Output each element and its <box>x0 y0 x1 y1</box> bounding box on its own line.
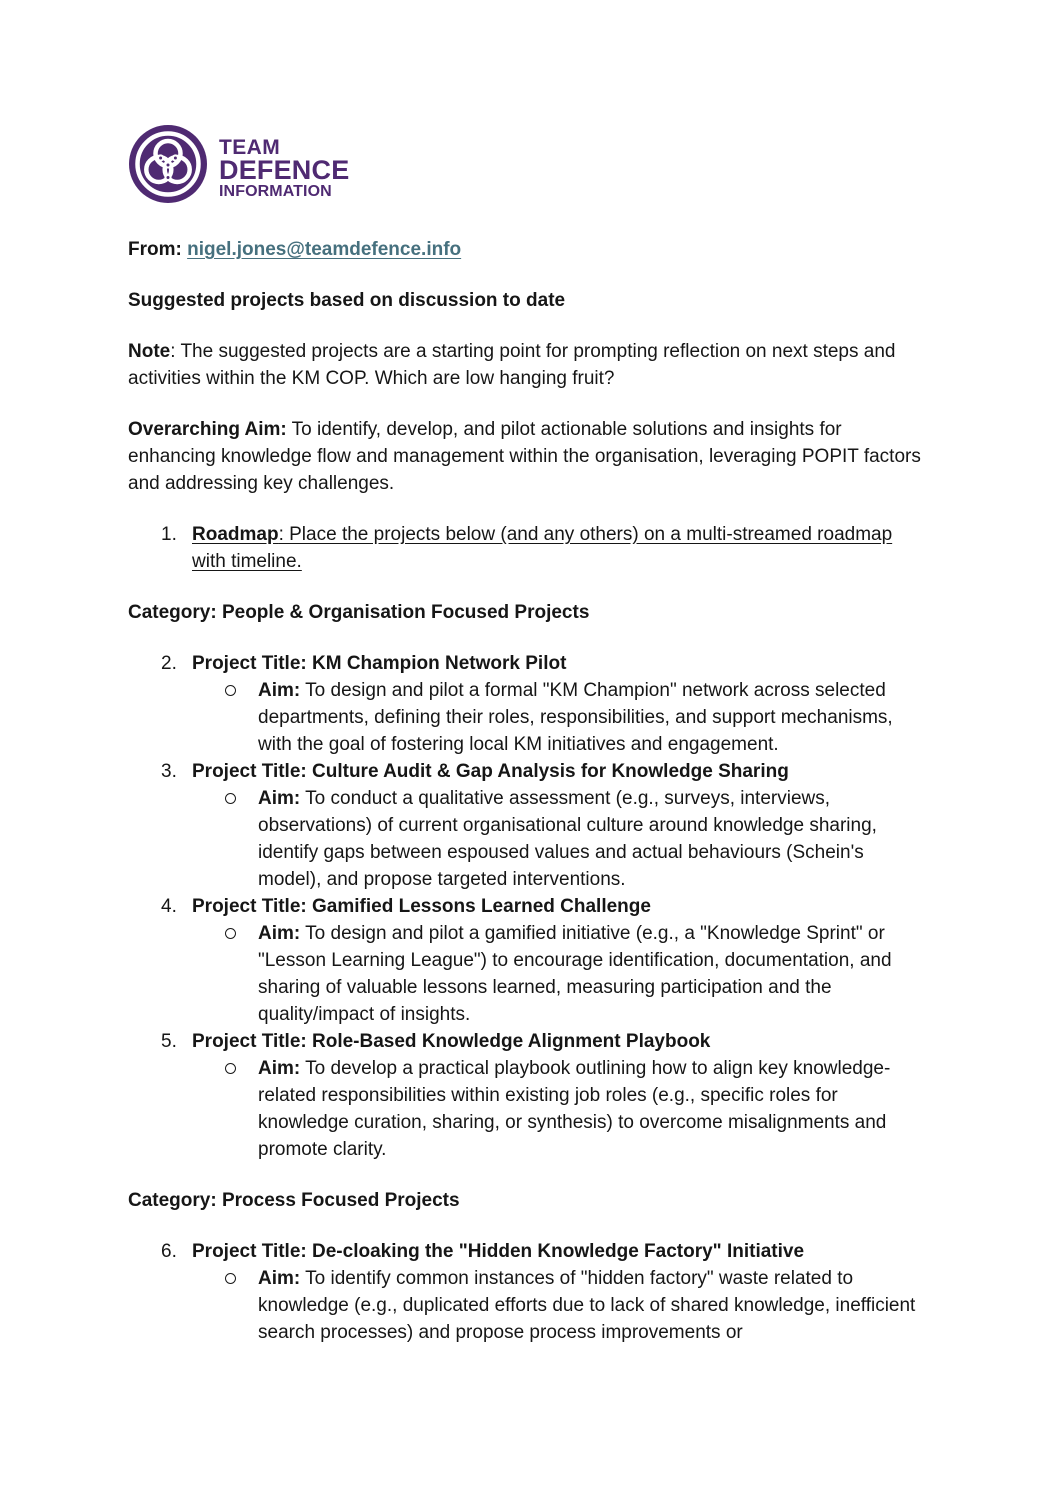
aim-bullet <box>192 785 930 893</box>
aim-text: To design and pilot a gamified initiative (e.g., a "Knowledge Sprint" or "Lesson Learning League") to encourage identification, documentation, and sharing of valuable lessons learned, measuring participation and the quality/impact of insights. <box>258 923 892 1025</box>
project-body <box>192 893 930 1028</box>
roadmap-list-item <box>128 521 930 575</box>
aim-text: To develop a practical playbook outlining how to align key knowledge-related responsibilities within existing job roles (e.g., specific roles for knowledge curation, sharing, or synthesis) to overcome misalignments and promote clarity. <box>258 1058 891 1160</box>
from-label: From: <box>128 239 182 260</box>
project-item-3 <box>128 758 930 893</box>
overarching-aim-paragraph <box>128 416 930 497</box>
logo-wordmark-line3: INFORMATION <box>219 183 332 200</box>
project-item-4 <box>128 893 930 1028</box>
project-title: Project Title: Culture Audit & Gap Analysis for Knowledge Sharing <box>192 761 789 782</box>
aim-text: To design and pilot a formal "KM Champion" network across selected departments, defining their roles, responsibilities, and support mechanisms, with the goal of fostering local KM initiatives and engagement. <box>258 680 893 755</box>
aim-bullet <box>192 1265 930 1346</box>
project-item-5 <box>128 1028 930 1163</box>
note-label: Note <box>128 341 171 362</box>
aim-body <box>258 677 930 758</box>
project-title: Project Title: De-cloaking the "Hidden Knowledge Factory" Initiative <box>192 1241 805 1262</box>
aim-bullet <box>192 677 930 758</box>
logo-wordmark-line1: TEAM <box>219 136 281 159</box>
circle-bullet-icon <box>225 785 258 893</box>
project-title: Project Title: Gamified Lessons Learned Challenge <box>192 896 651 917</box>
project-body <box>192 1238 930 1346</box>
circle-bullet-icon <box>225 1055 258 1163</box>
roadmap-list <box>128 521 930 575</box>
email-link[interactable]: nigel.jones@teamdefence.info <box>187 239 462 260</box>
from-line <box>128 236 930 263</box>
people-projects-list <box>128 650 930 1163</box>
list-number: 1. <box>161 524 177 545</box>
aim-label: Aim: <box>258 680 301 701</box>
note-paragraph <box>128 338 930 392</box>
aim-bullet <box>192 1055 930 1163</box>
project-title: Project Title: KM Champion Network Pilot <box>192 653 567 674</box>
overarching-aim-label: Overarching Aim: <box>128 419 287 440</box>
roadmap-body <box>192 521 930 575</box>
list-number: 4. <box>161 896 177 917</box>
list-number: 3. <box>161 761 177 782</box>
note-text: : The suggested projects are a starting point for prompting reflection on next steps and activities within the KM COP. Which are low hanging fruit? <box>128 341 896 389</box>
project-body <box>192 1028 930 1163</box>
circle-bullet-icon <box>225 1265 258 1346</box>
list-number: 6. <box>161 1241 177 1262</box>
category-heading-process: Category: Process Focused Projects <box>128 1190 460 1211</box>
project-item-2 <box>128 650 930 758</box>
document-body <box>128 124 930 1370</box>
circle-bullet-icon <box>225 920 258 1028</box>
logo-wordmark <box>219 124 349 200</box>
circle-bullet-icon <box>225 677 258 758</box>
process-projects-list <box>128 1238 930 1346</box>
aim-body <box>258 1055 930 1163</box>
aim-bullet <box>192 920 930 1028</box>
list-number: 5. <box>161 1031 177 1052</box>
list-number: 2. <box>161 653 177 674</box>
aim-body <box>258 785 930 893</box>
aim-text: To identify common instances of "hidden factory" waste related to knowledge (e.g., duplicated efforts due to lack of shared knowledge, inefficient search processes) and propose process improvements or <box>258 1268 916 1343</box>
aim-label: Aim: <box>258 788 301 809</box>
document-title: Suggested projects based on discussion to date <box>128 290 566 311</box>
project-body <box>192 650 930 758</box>
aim-label: Aim: <box>258 923 301 944</box>
project-title: Project Title: Role-Based Knowledge Alignment Playbook <box>192 1031 711 1052</box>
team-defence-logo-icon <box>128 124 208 204</box>
aim-label: Aim: <box>258 1058 301 1079</box>
logo-wordmark-line2: DEFENCE <box>219 155 350 185</box>
project-body <box>192 758 930 893</box>
aim-body <box>258 920 930 1028</box>
aim-body <box>258 1265 930 1346</box>
roadmap-text: : Place the projects below (and any others) on a multi-streamed roadmap with timeline. <box>192 524 893 572</box>
team-defence-logo <box>128 124 930 204</box>
aim-label: Aim: <box>258 1268 301 1289</box>
overarching-aim-text: To identify, develop, and pilot actionable solutions and insights for enhancing knowledge flow and management within the organisation, leveraging POPIT factors and addressing key challenges. <box>128 419 921 494</box>
project-item-6 <box>128 1238 930 1346</box>
category-heading-people: Category: People & Organisation Focused Projects <box>128 602 590 623</box>
aim-text: To conduct a qualitative assessment (e.g., surveys, interviews, observations) of current organisational culture around knowledge sharing, identify gaps between espoused values and actual behaviours (Schein's model), and propose targeted interventions. <box>258 788 877 890</box>
roadmap-label: Roadmap <box>192 524 279 545</box>
